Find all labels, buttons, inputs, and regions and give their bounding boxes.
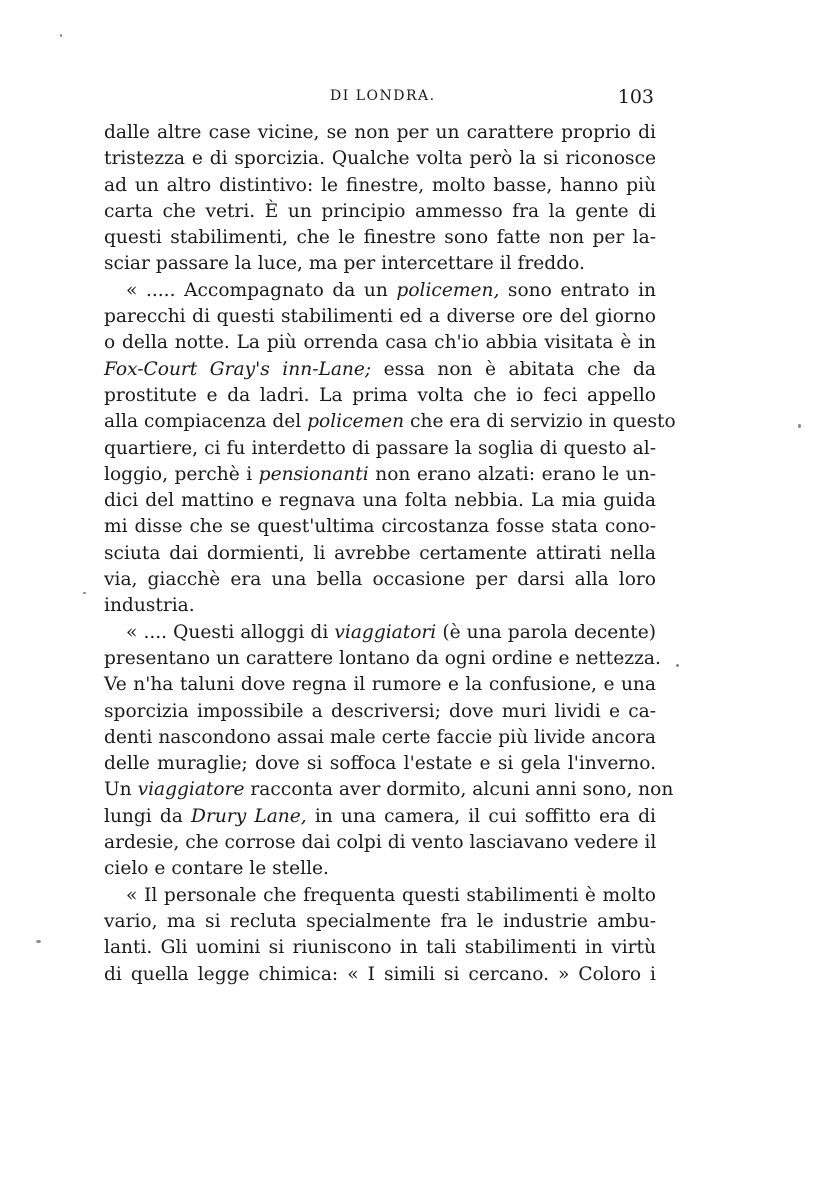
text-line xyxy=(104,856,656,882)
text-line xyxy=(104,199,656,225)
text-run: cielo e contare le stelle. xyxy=(104,858,329,880)
italic-text: viaggiatore xyxy=(137,779,245,801)
text-line xyxy=(104,935,656,961)
text-run: sono entrato in xyxy=(499,279,656,301)
text-line xyxy=(104,514,656,540)
speck xyxy=(60,34,62,37)
text-line xyxy=(104,541,656,567)
text-run: parecchi di questi stabilimenti ed a diverse ore del giorno xyxy=(104,306,656,328)
text-run: ad un altro distintivo: le finestre, molto basse, hanno più xyxy=(104,174,656,196)
text-run: delle muraglie; dove si soffoca l'estate e si gela l'inverno. xyxy=(104,753,656,775)
text-run: vario, ma si recluta specialmente fra le industrie ambu- xyxy=(104,910,656,932)
speck xyxy=(83,592,86,594)
text-run: mi disse che se quest'ultima circostanza fosse stata cono- xyxy=(104,516,656,538)
page-header xyxy=(104,86,654,110)
text-run: quartiere, ci fu interdetto di passare la soglia di questo al- xyxy=(104,437,656,459)
text-run: di quella legge chimica: « I simili si cercano. » Coloro i xyxy=(104,963,656,985)
text-run: ardesie, che corrose dai colpi di vento lasciavano vedere il xyxy=(104,832,657,854)
text-line xyxy=(104,409,676,435)
text-line xyxy=(104,725,656,751)
text-line xyxy=(104,672,656,698)
italic-text: Fox-Court xyxy=(104,358,198,380)
text-run: lungi da xyxy=(104,805,192,827)
text-run: (è una parola decente) xyxy=(436,621,656,643)
text-run: dici del mattino e regnava una folta nebbia. La mia guida xyxy=(104,490,656,512)
text-line xyxy=(104,146,656,172)
text-run: carta che vetri. È un principio ammesso fra la gente di xyxy=(104,200,656,222)
text-run: dalle altre case vicine, se non per un carattere proprio di xyxy=(104,122,656,143)
running-head: DI LONDRA. xyxy=(330,88,436,104)
text-run: via, giacchè era una bella occasione per darsi alla loro xyxy=(104,569,656,591)
speck xyxy=(798,424,801,428)
text-run: o della notte. La più orrenda casa ch'io abbia visitata è in xyxy=(104,332,656,354)
page-number: 103 xyxy=(617,86,654,108)
text-run: lanti. Gli uomini si riuniscono in tali stabilimenti in virtù xyxy=(104,937,656,959)
text-run: sciar passare la luce, ma per intercettare il freddo. xyxy=(104,253,585,275)
text-run: loggio, perchè i xyxy=(104,463,259,485)
text-line xyxy=(104,278,656,304)
text-line xyxy=(104,883,656,909)
text-run: racconta aver dormito, alcuni anni sono, non xyxy=(244,779,674,801)
text-line xyxy=(104,383,656,409)
italic-text: policemen xyxy=(307,411,405,433)
body-text xyxy=(104,120,676,988)
text-run: « ..... Accompagnato da un xyxy=(126,279,397,301)
text-run: prostitute e da ladri. La prima volta che io feci appello xyxy=(104,384,656,406)
speck xyxy=(676,664,679,667)
text-run: sciuta dai dormienti, li avrebbe certamente attirati nella xyxy=(104,542,656,564)
text-line xyxy=(104,120,656,146)
text-run: industria. xyxy=(104,595,195,617)
italic-text: Drury Lane, xyxy=(191,805,307,827)
text-line xyxy=(104,777,674,803)
italic-text: policemen, xyxy=(396,279,500,301)
text-line xyxy=(104,593,656,619)
italic-text: viaggiatori xyxy=(334,621,437,643)
italic-text: pensionanti xyxy=(258,463,369,485)
text-run: Ve n'ha taluni dove regna il rumore e la confusione, e una xyxy=(104,674,656,696)
text-run: Un xyxy=(104,779,138,801)
text-run: essa non è abitata che da xyxy=(371,358,656,380)
text-line xyxy=(104,304,656,330)
text-run: non erano alzati: erano le un- xyxy=(368,463,656,485)
text-line xyxy=(104,225,656,251)
text-line xyxy=(104,330,656,356)
text-line xyxy=(104,699,656,725)
text-line xyxy=(104,436,656,462)
text-line xyxy=(104,646,661,672)
text-line xyxy=(104,909,656,935)
text-line xyxy=(104,620,656,646)
text-run: sporcizia impossibile a descriversi; dove muri lividi e ca- xyxy=(104,700,656,722)
text-run: alla compiacenza del xyxy=(104,411,308,433)
text-run: in una camera, il cui soffitto era di xyxy=(306,805,656,827)
text-line xyxy=(104,251,656,277)
text-line xyxy=(104,804,656,830)
text-line xyxy=(104,962,656,988)
speck xyxy=(36,940,41,943)
text-run: che era di servizio in questo xyxy=(404,411,676,433)
text-run: tristezza e di sporcizia. Qualche volta però la si riconosce xyxy=(104,148,656,170)
text-run xyxy=(197,359,210,380)
text-line xyxy=(104,357,656,383)
text-line xyxy=(104,751,656,777)
text-line xyxy=(104,567,656,593)
text-line xyxy=(104,173,656,199)
text-run: « Il personale che frequenta questi stabilimenti è molto xyxy=(126,884,656,906)
italic-text: Gray's inn-Lane; xyxy=(209,358,372,380)
text-line xyxy=(104,830,656,856)
text-run: « .... Questi alloggi di xyxy=(126,621,335,643)
text-run: denti nascondono assai male certe faccie più livide ancora xyxy=(104,726,656,748)
text-run: presentano un carattere lontano da ogni ordine e nettezza. xyxy=(104,647,661,669)
text-line xyxy=(104,462,656,488)
text-line xyxy=(104,488,656,514)
text-run: questi stabilimenti, che le finestre sono fatte non per la- xyxy=(104,227,656,249)
